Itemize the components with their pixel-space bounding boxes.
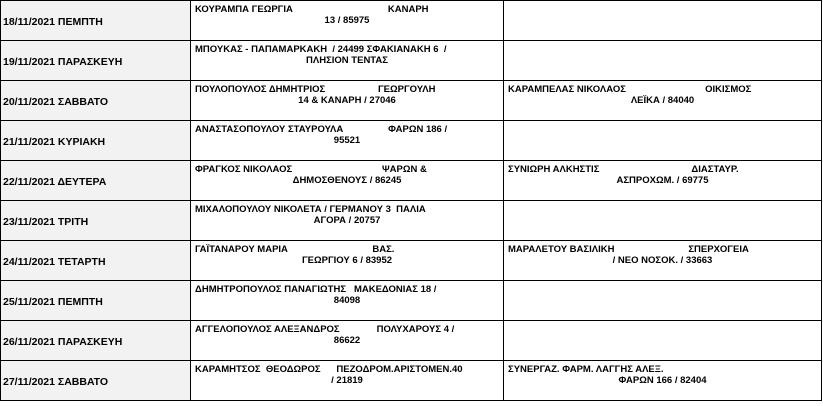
pharmacy-line: ΣΥΝΕΡΓΑΖ. ΦΑΡΜ. ΛΑΓΓΗΣ ΑΛΕΞ. (508, 364, 664, 375)
pharmacy-cell-secondary (504, 81, 822, 121)
pharmacy-line: 95521 (333, 135, 361, 146)
table-row (1, 361, 822, 401)
pharmacy-cell-secondary (504, 241, 822, 281)
date-cell: 27/11/2021 ΣΑΒΒΑΤΟ (1, 361, 191, 401)
pharmacy-line: 86622 (333, 335, 361, 346)
table-row (1, 1, 822, 41)
date-cell: 18/11/2021 ΠΕΜΠΤΗ (1, 1, 191, 41)
pharmacy-cell-secondary (504, 121, 822, 161)
pharmacy-cell (191, 201, 504, 241)
pharmacy-cell-secondary (504, 321, 822, 361)
pharmacy-line: ΓΕΩΡΓΙΟΥ 6 / 83952 (301, 255, 393, 266)
pharmacy-cell-secondary (504, 1, 822, 41)
date-cell: 19/11/2021 ΠΑΡΑΣΚΕΥΗ (1, 41, 191, 81)
pharmacy-line: ΦΑΡΩΝ 166 / 82404 (618, 375, 707, 386)
pharmacy-cell (191, 41, 504, 81)
pharmacy-cell-secondary (504, 161, 822, 201)
pharmacy-cell (191, 321, 504, 361)
pharmacy-cell (191, 361, 504, 401)
date-cell: 20/11/2021 ΣΑΒΒΑΤΟ (1, 81, 191, 121)
date-cell: 23/11/2021 ΤΡΙΤΗ (1, 201, 191, 241)
table-row (1, 161, 822, 201)
table-body (1, 0, 822, 401)
date-cell: 24/11/2021 ΤΕΤΑΡΤΗ (1, 241, 191, 281)
pharmacy-line: ΛΕΪΚΑ / 84040 (630, 95, 695, 106)
pharmacy-line: ΦΡΑΓΚΟΣ ΝΙΚΟΛΑΟΣ ΨΑΡΩΝ & (195, 164, 427, 175)
pharmacy-line: ΓΑΪΤΑΝΑΡΟΥ ΜΑΡΙΑ ΒΑΣ. (195, 244, 395, 255)
pharmacy-cell (191, 1, 504, 41)
pharmacy-line: ΜΑΡΑΛΕΤΟΥ ΒΑΣΙΛΙΚΗ ΣΠΕΡΧΟΓΕΙΑ (508, 244, 749, 255)
pharmacy-line: ΜΠΟΥΚΑΣ - ΠΑΠΑΜΑΡΚΑΚΗ / 24499 ΣΦΑΚΙΑΝΑΚΗ 6 / (195, 44, 447, 55)
pharmacy-line: ΣΥΝΙΩΡΗ ΑΛΚΗΣΤΙΣ ΔΙΑΣΤΑΥΡ. (508, 164, 739, 175)
pharmacy-cell (191, 121, 504, 161)
pharmacy-line: ΚΑΡΑΜΠΕΛΑΣ ΝΙΚΟΛΑΟΣ ΟΙΚΙΣΜΟΣ (508, 84, 752, 95)
table-row (1, 321, 822, 361)
table-row (1, 201, 822, 241)
pharmacy-cell-secondary (504, 201, 822, 241)
pharmacy-line: ΚΑΡΑΜΗΤΣΟΣ ΘΕΟΔΩΡΟΣ ΠΕΖΟΔΡΟΜ.ΑΡΙΣΤΟΜΕΝ.40 (195, 364, 463, 375)
date-cell: 26/11/2021 ΠΑΡΑΣΚΕΥΗ (1, 321, 191, 361)
pharmacy-line: 13 / 85975 (324, 15, 370, 26)
pharmacy-line: ΔΗΜΟΣΘΕΝΟΥΣ / 86245 (292, 175, 402, 186)
pharmacy-cell (191, 281, 504, 321)
pharmacy-line: / ΝΕΟ ΝΟΣΟΚ. / 33663 (612, 255, 713, 266)
pharmacy-line: ΑΓΟΡΑ / 20757 (313, 215, 381, 226)
pharmacy-cell (191, 81, 504, 121)
pharmacy-line: ΔΗΜΗΤΡΟΠΟΥΛΟΣ ΠΑΝΑΓΙΩΤΗΣ ΜΑΚΕΔΟΝΙΑΣ 18 / (195, 284, 437, 295)
date-cell: 22/11/2021 ΔΕΥΤΕΡΑ (1, 161, 191, 201)
pharmacy-cell-secondary (504, 361, 822, 401)
pharmacy-cell (191, 241, 504, 281)
pharmacy-line: ΠΛΗΣΙΟΝ ΤΕΝΤΑΣ (306, 55, 388, 66)
table-row (1, 41, 822, 81)
pharmacy-line: 84098 (333, 295, 361, 306)
pharmacy-cell (191, 161, 504, 201)
table-row (1, 81, 822, 121)
pharmacy-cell-secondary (504, 41, 822, 81)
pharmacy-line: ΑΓΓΕΛΟΠΟΥΛΟΣ ΑΛΕΞΑΝΔΡΟΣ ΠΟΛΥΧΑΡΟΥΣ 4 / (195, 324, 455, 335)
pharmacy-line: 14 & ΚΑΝΑΡΗ / 27046 (298, 95, 396, 106)
date-cell: 21/11/2021 ΚΥΡΙΑΚΗ (1, 121, 191, 161)
pharmacy-line: ΜΙΧΑΛΟΠΟΥΛΟΥ ΝΙΚΟΛΕΤΑ / ΓΕΡΜΑΝΟΥ 3 ΠΑΛΙΑ (195, 204, 426, 215)
pharmacy-line: ΚΟΥΡΑΜΠΑ ΓΕΩΡΓΙΑ ΚΑΝΑΡΗ (195, 4, 429, 15)
pharmacy-line: / 21819 (331, 375, 363, 386)
table-row (1, 281, 822, 321)
pharmacy-line: ΑΣΠΡΟΧΩΜ. / 69775 (616, 175, 709, 186)
table-row (1, 121, 822, 161)
table-row (1, 241, 822, 281)
pharmacy-line: ΑΝΑΣΤΑΣΟΠΟΥΛΟΥ ΣΤΑΥΡΟΥΛΑ ΦΑΡΩΝ 186 / (195, 124, 448, 135)
pharmacy-line: ΠΟΥΛΟΠΟΥΛΟΣ ΔΗΜΗΤΡΙΟΣ ΓΕΩΡΓΟΥΛΗ (195, 84, 436, 95)
pharmacy-cell-secondary (504, 281, 822, 321)
date-cell: 25/11/2021 ΠΕΜΠΤΗ (1, 281, 191, 321)
